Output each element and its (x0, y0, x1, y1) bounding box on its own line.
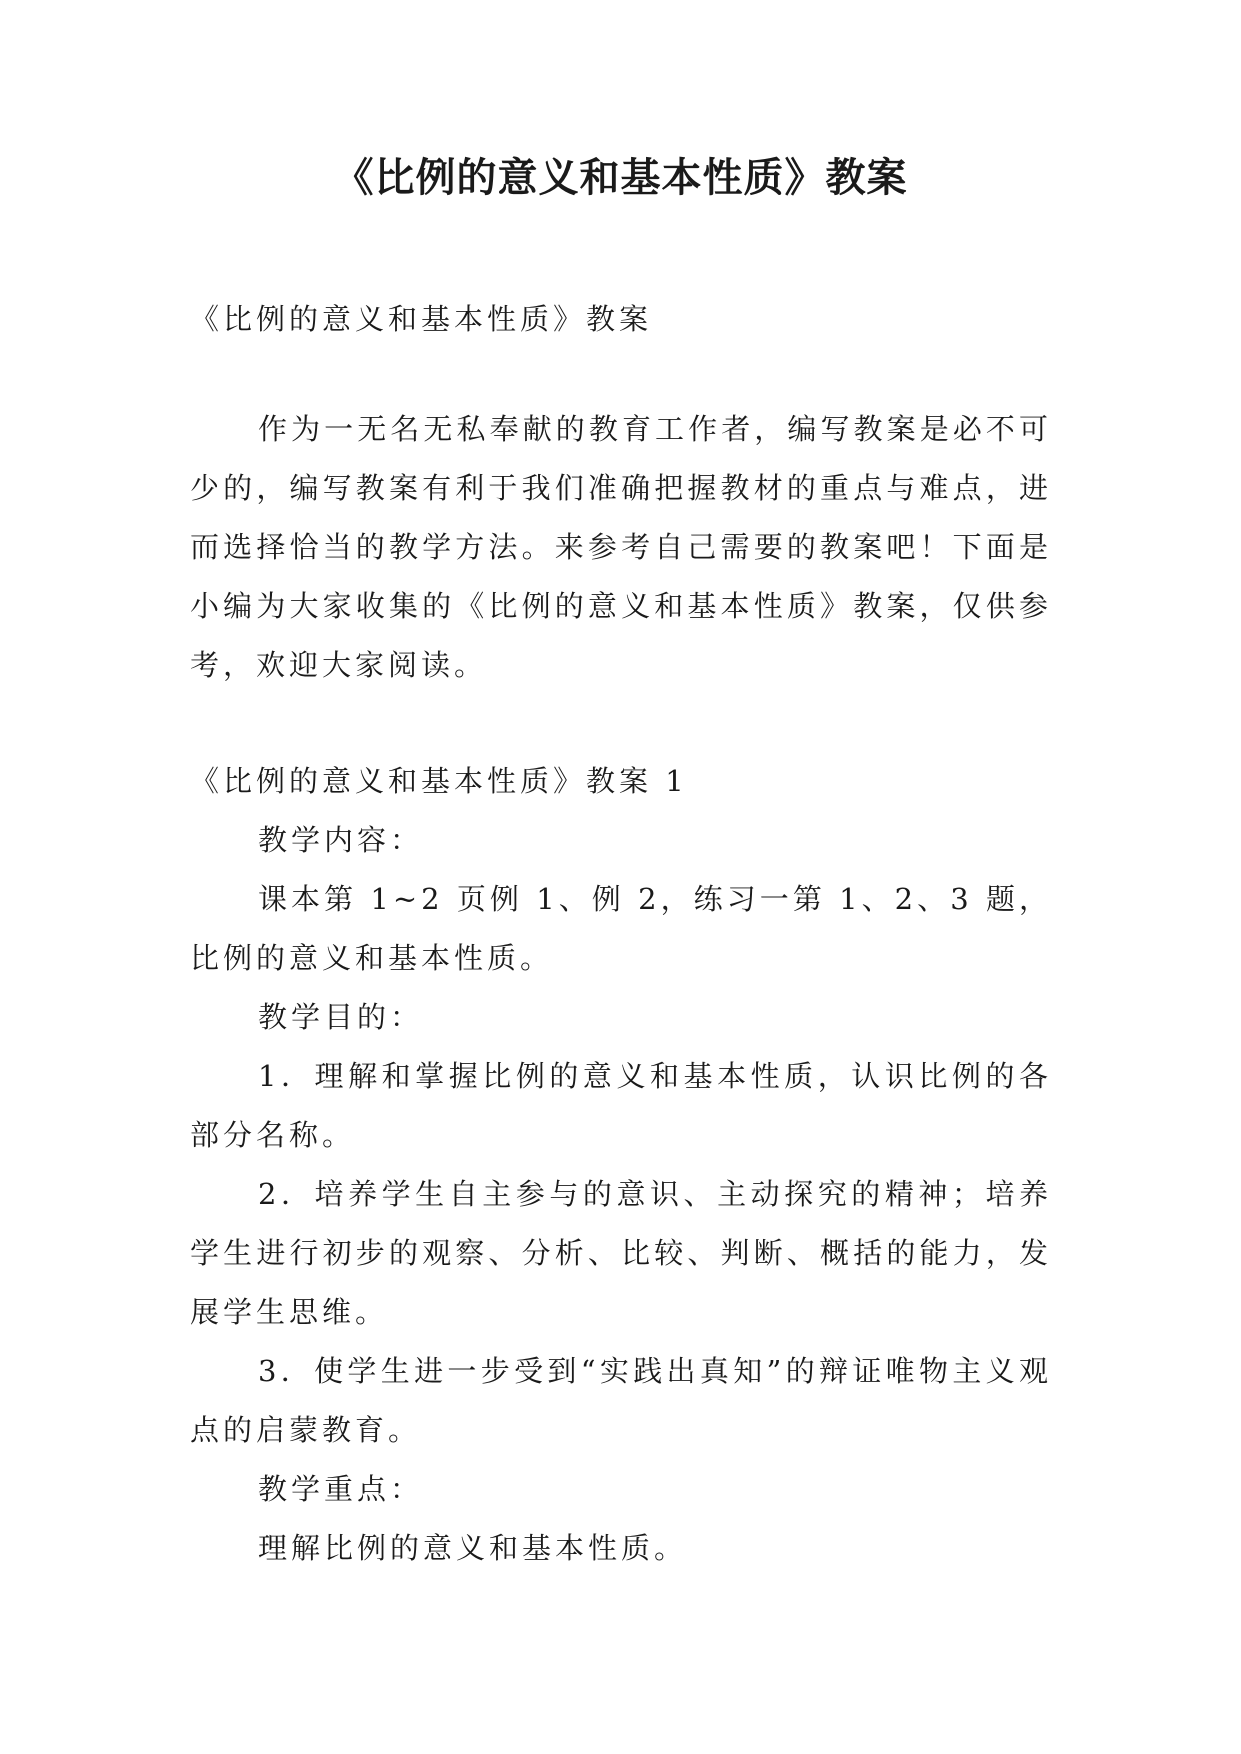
teaching-content-text: 课本第 1~2 页例 1、例 2，练习一第 1、2、3 题，比例的意义和基本性质。 (190, 882, 1052, 975)
lesson-plan-section (190, 752, 1052, 1578)
teaching-goal-item: 2．培养学生自主参与的意识、主动探究的精神；培养学生进行初步的观察、分析、比较、判断、概括的能力，发展学生思维。 (190, 1177, 1052, 1329)
teaching-key-text: 理解比例的意义和基本性质。 (258, 1531, 688, 1565)
teaching-goal-label: 教学目的： (258, 1000, 424, 1034)
teaching-goal-item: 1．理解和掌握比例的意义和基本性质，认识比例的各部分名称。 (190, 1059, 1052, 1152)
intro-paragraph: 作为一无名无私奉献的教育工作者，编写教案是必不可少的，编写教案有利于我们准确把握教材的重点与难点，进而选择恰当的教学方法。来参考自己需要的教案吧！下面是小编为大家收集的《比例的意义和基本性质》教案，仅供参考，欢迎大家阅读。 (190, 412, 1052, 682)
document-subtitle: 《比例的意义和基本性质》教案 (190, 302, 653, 336)
teaching-content-label: 教学内容： (258, 823, 424, 857)
teaching-key-label: 教学重点： (258, 1472, 424, 1506)
teaching-goal-item: 3．使学生进一步受到“实践出真知”的辩证唯物主义观点的启蒙教育。 (190, 1354, 1052, 1447)
page-title: 《比例的意义和基本性质》教案 (333, 155, 908, 201)
section-heading: 《比例的意义和基本性质》教案 1 (190, 764, 688, 798)
